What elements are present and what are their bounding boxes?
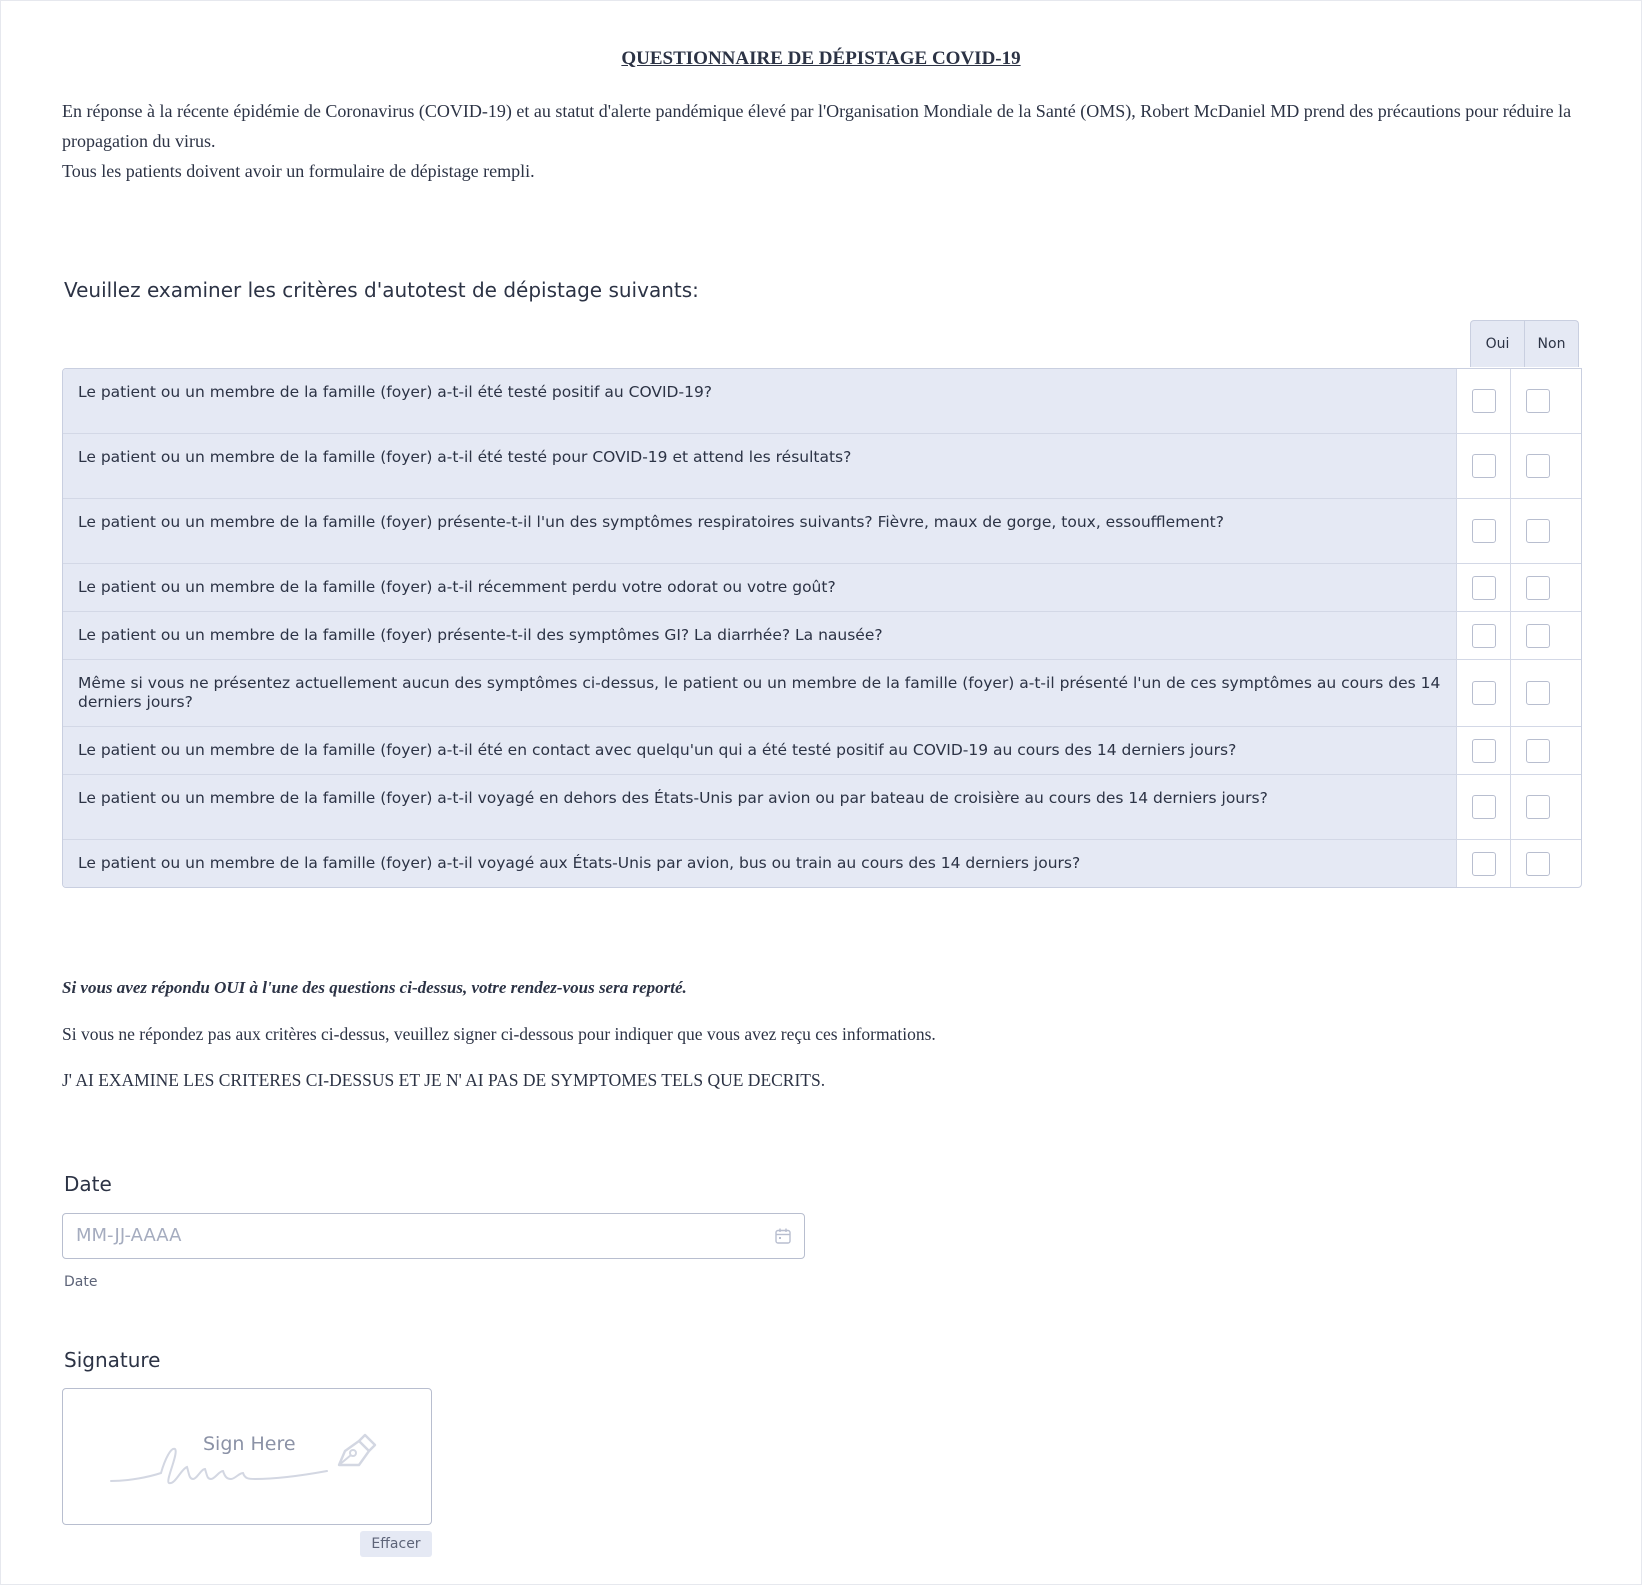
question-text: Le patient ou un membre de la famille (foyer) présente-t-il des symptômes GI? La diarrhée? La nausée? — [63, 612, 1457, 659]
oui-cell — [1457, 612, 1511, 659]
oui-checkbox[interactable] — [1472, 795, 1496, 819]
oui-checkbox[interactable] — [1472, 576, 1496, 600]
calendar-icon[interactable] — [774, 1227, 792, 1245]
oui-cell — [1457, 660, 1511, 726]
oui-cell — [1457, 499, 1511, 563]
signature-pad[interactable] — [62, 1388, 432, 1525]
question-text: Le patient ou un membre de la famille (foyer) a-t-il voyagé en dehors des États-Unis par avion ou par bateau de croisière au cours des 14 derniers jours? — [63, 775, 1457, 839]
form-title: QUESTIONNAIRE DE DÉPISTAGE COVID-19 — [621, 48, 1021, 69]
matrix-row — [63, 774, 1581, 839]
non-checkbox[interactable] — [1526, 624, 1550, 648]
pen-nib-icon — [335, 1431, 379, 1471]
oui-cell — [1457, 840, 1511, 887]
non-cell — [1511, 369, 1565, 433]
non-checkbox[interactable] — [1526, 739, 1550, 763]
oui-cell — [1457, 369, 1511, 433]
question-text: Le patient ou un membre de la famille (foyer) a-t-il été testé positif au COVID-19? — [63, 369, 1457, 433]
column-header-oui: Oui — [1470, 320, 1525, 367]
question-text: Le patient ou un membre de la famille (foyer) a-t-il été en contact avec quelqu'un qui a été testé positif au COVID-19 au cours des 14 derniers jours? — [63, 727, 1457, 774]
non-checkbox[interactable] — [1526, 454, 1550, 478]
attestation-text: J' AI EXAMINE LES CRITERES CI-DESSUS ET JE N' AI PAS DE SYMPTOMES TELS QUE DECRITS. — [62, 1070, 826, 1090]
intro-text — [62, 96, 1582, 186]
matrix-heading: Veuillez examiner les critères d'autotest de dépistage suivants: — [64, 278, 699, 302]
oui-cell — [1457, 775, 1511, 839]
non-cell — [1511, 775, 1565, 839]
matrix-row — [63, 563, 1581, 611]
question-text: Le patient ou un membre de la famille (foyer) a-t-il été testé pour COVID-19 et attend les résultats? — [63, 434, 1457, 498]
matrix-row — [63, 433, 1581, 498]
matrix-row — [63, 726, 1581, 774]
intro-paragraph-2: Tous les patients doivent avoir un formulaire de dépistage rempli. — [62, 161, 535, 181]
clear-signature-button[interactable]: Effacer — [360, 1531, 432, 1557]
date-label: Date — [64, 1172, 112, 1196]
non-checkbox[interactable] — [1526, 576, 1550, 600]
non-cell — [1511, 840, 1565, 887]
oui-checkbox[interactable] — [1472, 852, 1496, 876]
non-checkbox[interactable] — [1526, 795, 1550, 819]
date-sublabel: Date — [64, 1274, 98, 1290]
matrix-row — [63, 498, 1581, 563]
non-cell — [1511, 612, 1565, 659]
non-checkbox[interactable] — [1526, 389, 1550, 413]
question-text: Le patient ou un membre de la famille (foyer) présente-t-il l'un des symptômes respiratoires suivants? Fièvre, maux de gorge, toux, essoufflement? — [63, 499, 1457, 563]
signature-label: Signature — [64, 1348, 161, 1372]
sign-here-placeholder: Sign Here — [203, 1433, 296, 1455]
column-header-non: Non — [1524, 320, 1579, 367]
oui-checkbox[interactable] — [1472, 624, 1496, 648]
date-input[interactable] — [62, 1213, 805, 1259]
matrix-row — [63, 611, 1581, 659]
question-text: Le patient ou un membre de la famille (foyer) a-t-il récemment perdu votre odorat ou votre goût? — [63, 564, 1457, 611]
warning-note: Si vous avez répondu OUI à l'une des questions ci-dessus, votre rendez-vous sera reporté. — [62, 978, 687, 997]
non-cell — [1511, 564, 1565, 611]
question-text: Le patient ou un membre de la famille (foyer) a-t-il voyagé aux États-Unis par avion, bus ou train au cours des 14 derniers jours? — [63, 840, 1457, 887]
non-cell — [1511, 660, 1565, 726]
matrix-row — [63, 369, 1581, 433]
oui-checkbox[interactable] — [1472, 389, 1496, 413]
non-cell — [1511, 727, 1565, 774]
non-cell — [1511, 434, 1565, 498]
oui-cell — [1457, 434, 1511, 498]
matrix-rows — [62, 368, 1582, 888]
oui-cell — [1457, 727, 1511, 774]
oui-checkbox[interactable] — [1472, 519, 1496, 543]
matrix-row — [63, 839, 1581, 887]
question-text: Même si vous ne présentez actuellement aucun des symptômes ci-dessus, le patient ou un membre de la famille (foyer) a-t-il présenté l'un de ces symptômes au cours des 14 derniers jours? — [63, 660, 1457, 726]
matrix-row — [63, 659, 1581, 726]
non-checkbox[interactable] — [1526, 681, 1550, 705]
matrix-header — [62, 320, 1582, 368]
oui-checkbox[interactable] — [1472, 454, 1496, 478]
screening-matrix — [62, 320, 1582, 888]
date-placeholder: MM-JJ-AAAA — [76, 1225, 182, 1246]
oui-checkbox[interactable] — [1472, 681, 1496, 705]
non-checkbox[interactable] — [1526, 852, 1550, 876]
oui-checkbox[interactable] — [1472, 739, 1496, 763]
non-cell — [1511, 499, 1565, 563]
intro-paragraph-1: En réponse à la récente épidémie de Coronavirus (COVID-19) et au statut d'alerte pandémique élevé par l'Organisation Mondiale de la Santé (OMS), Robert McDaniel MD prend des précautions pour réduire la propagation du virus. — [62, 101, 1572, 151]
sign-instruction: Si vous ne répondez pas aux critères ci-dessus, veuillez signer ci-dessous pour indiquer que vous avez reçu ces informations. — [62, 1024, 936, 1044]
non-checkbox[interactable] — [1526, 519, 1550, 543]
oui-cell — [1457, 564, 1511, 611]
